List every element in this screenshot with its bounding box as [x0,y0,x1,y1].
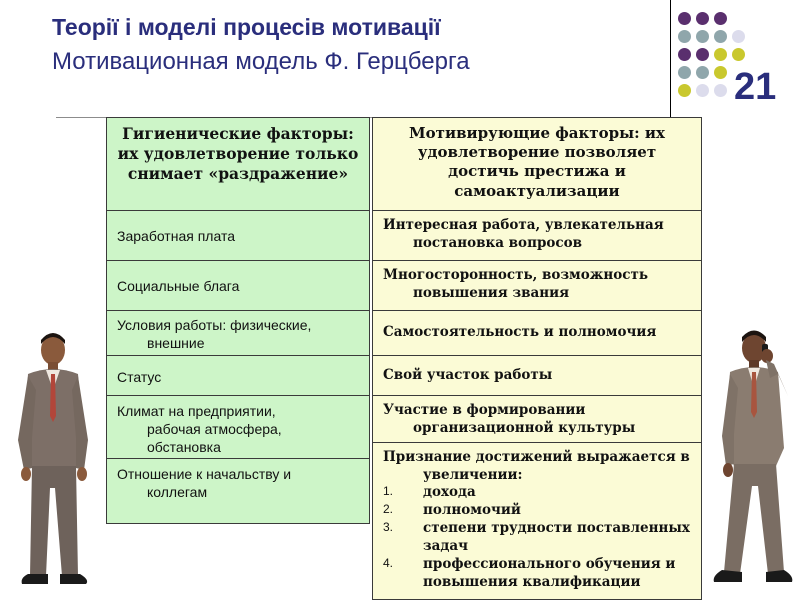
list-text: профессионального обучения и повышения квалификации [423,555,676,590]
dot [696,84,709,97]
recognition-list [383,484,693,591]
slide-subtitle: Мотивационная модель Ф. Герцберга [52,48,470,75]
hygiene-item: Статус [106,355,370,396]
list-item [383,502,693,520]
list-item [383,520,693,556]
recognition-lead: Признание достижений выражается в увеличении: [383,449,690,484]
dot [696,66,709,79]
hygiene-item: Условия работы: физические, внешние [106,310,370,356]
motivators-header: Мотивирующие факторы: их удовлетворение позволяет достичь престижа и самоактуализации [372,117,702,211]
list-number: 3. [383,520,394,535]
dot [696,12,709,25]
hygiene-item: Отношение к начальству и коллегам [106,458,370,524]
hygiene-item: Социальные блага [106,260,370,311]
list-text: дохода [423,484,476,501]
hygiene-header: Гигиенические факторы: их удовлетворение только снимает «раздражение» [106,117,370,211]
hygiene-item: Климат на предприятии, рабочая атмосфера, обстановка [106,395,370,459]
motivator-item [372,260,702,311]
motivator-item-text: Интересная работа, увлекательная постановка вопросов [383,217,664,252]
list-number: 1. [383,484,394,499]
dot [696,30,709,43]
dot [732,48,745,61]
list-item [383,484,693,502]
dot [714,30,727,43]
motivator-item: Самостоятельность и полномочия [372,310,702,356]
motivator-item-text: Многосторонность, возможность повышения звания [383,267,649,302]
dot [678,48,691,61]
list-text: полномочий [423,502,521,519]
dot [714,48,727,61]
list-number: 2. [383,502,394,517]
divider-vertical [670,0,671,118]
dot [678,30,691,43]
list-number: 4. [383,555,394,570]
dot [714,12,727,25]
dot [678,84,691,97]
hygiene-item: Заработная плата [106,210,370,261]
slide-number: 21 [734,66,777,108]
motivator-item [372,210,702,261]
dot [714,66,727,79]
dot [714,84,727,97]
businessman-left-illustration [6,328,102,592]
motivator-item-text: Участие в формировании организационной культуры [383,402,636,437]
businessman-right-illustration [704,326,796,590]
slide-title: Теорії і моделі процесів мотивації [52,14,441,40]
list-text: степени трудности поставленных задач [423,520,690,554]
motivator-item: Свой участок работы [372,355,702,396]
dot [678,12,691,25]
dot [696,48,709,61]
list-item [383,556,693,592]
dot [678,66,691,79]
recognition-cell [372,442,702,600]
dot [732,30,745,43]
motivator-item [372,395,702,443]
